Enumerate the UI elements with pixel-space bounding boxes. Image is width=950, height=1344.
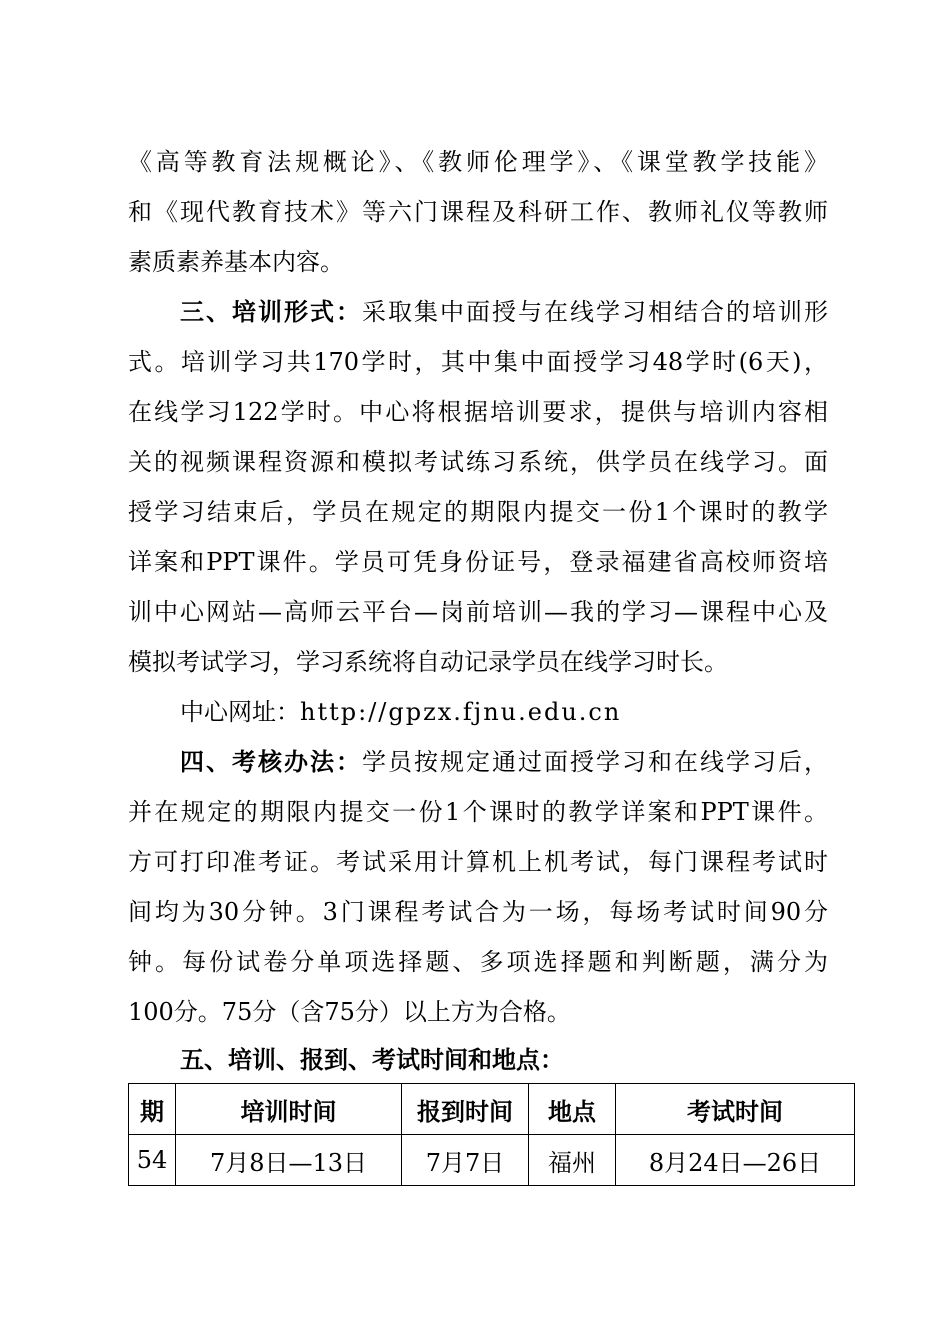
column-header-location: 地点: [529, 1084, 616, 1135]
section-text: 学员按规定通过面授学习和在线学习后，: [362, 748, 828, 776]
paragraph-line: 训中心网站—高师云平台—岗前培训—我的学习—课程中心及: [128, 598, 828, 626]
cell-location: 福州: [529, 1135, 616, 1186]
website-label: 中心网址：: [180, 698, 300, 726]
section-heading: 三、培训形式：: [180, 298, 362, 326]
paragraph-line: 方可打印准考证。考试采用计算机上机考试，每门课程考试时: [128, 848, 828, 876]
paragraph-line: 钟。每份试卷分单项选择题、多项选择题和判断题，满分为: [128, 948, 828, 976]
section-first-line: [128, 737, 828, 787]
section-training-format: [128, 287, 828, 687]
cell-exam-time: 8月24日—26日: [616, 1135, 855, 1186]
paragraph-line: 素质素养基本内容。: [128, 248, 344, 276]
course-paragraph: [128, 137, 828, 287]
paragraph-line: 授学习结束后，学员在规定的期限内提交一份1个课时的教学: [128, 498, 828, 526]
paragraph-line: 和《现代教育技术》等六门课程及科研工作、教师礼仪等教师: [128, 198, 828, 226]
paragraph-line: 间均为30分钟。3门课程考试合为一场，每场考试时间90分: [128, 898, 828, 926]
website-line: [128, 687, 828, 737]
center-website: [128, 687, 828, 737]
column-header-training-time: 培训时间: [176, 1084, 402, 1135]
paragraph-line: 详案和PPT课件。学员可凭身份证号，登录福建省高校师资培: [128, 548, 828, 576]
section-text: 采取集中面授与在线学习相结合的培训形: [362, 298, 828, 326]
section-schedule: [128, 1035, 828, 1085]
column-header-checkin-time: 报到时间: [402, 1084, 529, 1135]
paragraph-line: 并在规定的期限内提交一份1个课时的教学详案和PPT课件。: [128, 798, 828, 826]
paragraph-line: 100分。75分（含75分）以上方为合格。: [128, 998, 571, 1026]
column-header-period: 期: [129, 1084, 176, 1135]
section-assessment: [128, 737, 828, 1037]
section-heading: 四、考核办法：: [180, 748, 362, 776]
website-url[interactable]: http://gpzx.fjnu.edu.cn: [300, 698, 622, 726]
column-header-exam-time: 考试时间: [616, 1084, 855, 1135]
table-header-row: [129, 1084, 855, 1135]
cell-training-time: 7月8日—13日: [176, 1135, 402, 1186]
paragraph-line: 式。培训学习共170学时，其中集中面授学习48学时(6天)，: [128, 348, 828, 376]
cell-checkin-time: 7月7日: [402, 1135, 529, 1186]
paragraph-line: 在线学习122学时。中心将根据培训要求，提供与培训内容相: [128, 398, 828, 426]
cell-period: 54: [129, 1135, 176, 1186]
section-heading: 五、培训、报到、考试时间和地点：: [180, 1046, 564, 1074]
schedule-table: [128, 1083, 855, 1186]
paragraph-line: 模拟考试学习，学习系统将自动记录学员在线学习时长。: [128, 648, 728, 676]
section-first-line: [128, 287, 828, 337]
paragraph-line: 关的视频课程资源和模拟考试练习系统，供学员在线学习。面: [128, 448, 828, 476]
paragraph-line: 《高等教育法规概论》、《教师伦理学》、《课堂教学技能》: [128, 148, 828, 176]
table-row: [129, 1135, 855, 1186]
